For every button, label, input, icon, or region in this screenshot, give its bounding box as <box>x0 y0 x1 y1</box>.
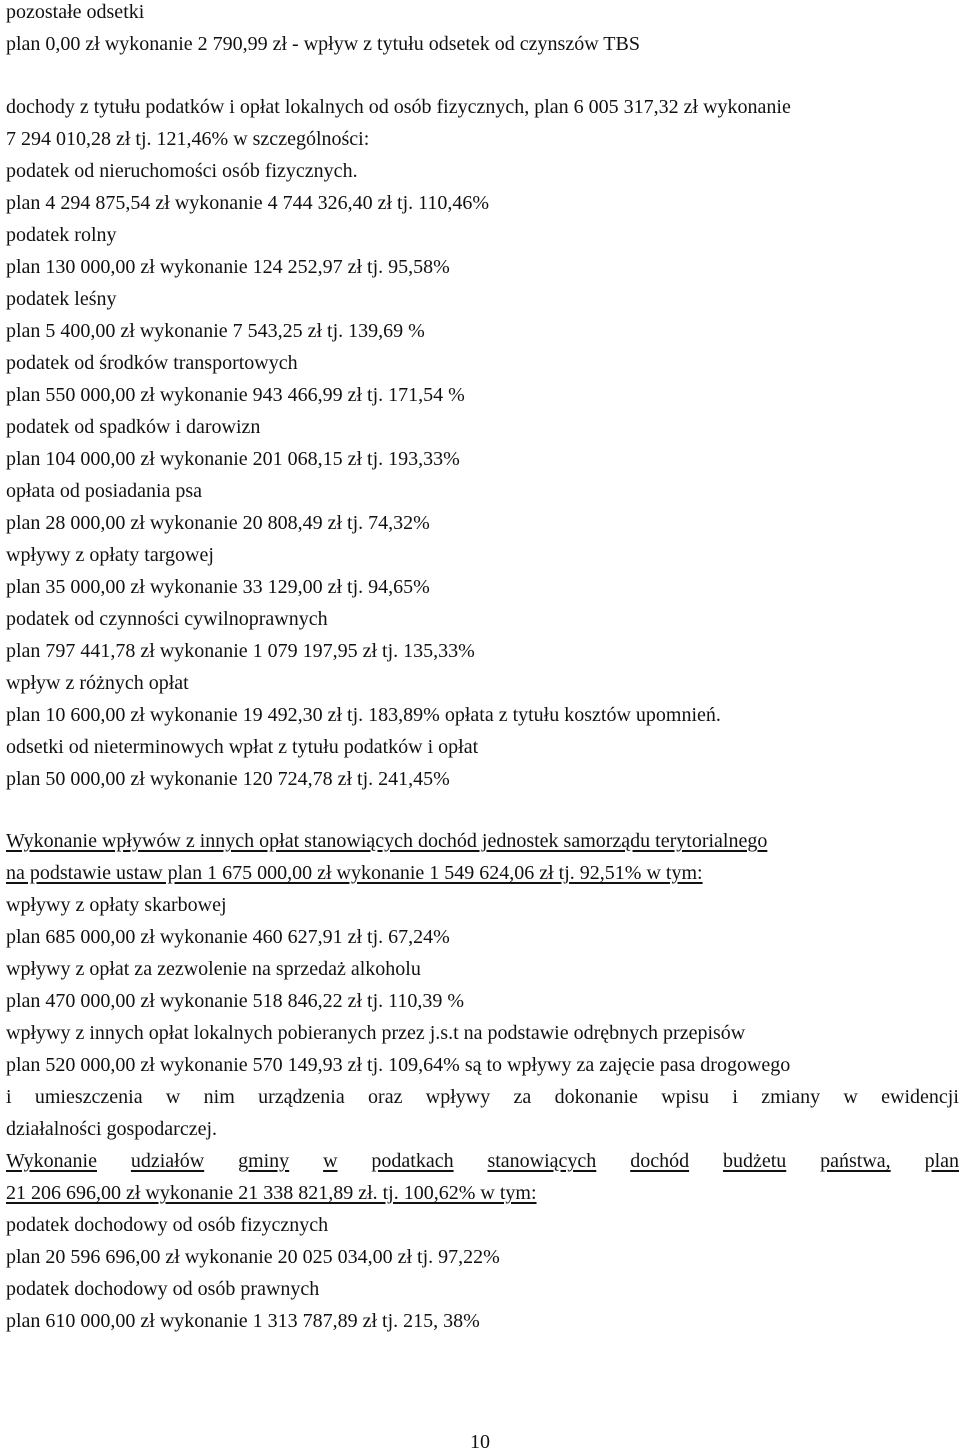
text-line: podatek rolny <box>6 224 117 246</box>
word: w <box>323 1150 338 1172</box>
text-line: plan 20 596 696,00 zł wykonanie 20 025 034,00 zł tj. 97,22% <box>6 1246 500 1268</box>
text-line: plan 520 000,00 zł wykonanie 570 149,93 zł tj. 109,64% są to wpływy za zajęcie pasa drogowego <box>6 1054 791 1076</box>
word: i <box>732 1086 738 1108</box>
text-line: podatek od spadków i darowizn <box>6 416 261 438</box>
word: dokonanie <box>554 1086 638 1108</box>
word: oraz <box>368 1086 403 1108</box>
word: w <box>165 1086 181 1108</box>
text-line: wpływy z innych opłat lokalnych pobieranych przez j.s.t na podstawie odrębnych przepisów <box>6 1022 746 1044</box>
text-line: podatek dochodowy od osób prawnych <box>6 1278 320 1300</box>
text-line: plan 797 441,78 zł wykonanie 1 079 197,95 zł tj. 135,33% <box>6 640 475 662</box>
section-heading: 21 206 696,00 zł wykonanie 21 338 821,89 zł. tj. 100,62% w tym: <box>6 1182 537 1204</box>
word: wpływy <box>425 1086 491 1108</box>
justified-line <box>6 1085 959 1109</box>
word: i <box>6 1086 12 1108</box>
text-line: plan 104 000,00 zł wykonanie 201 068,15 zł tj. 193,33% <box>6 448 460 470</box>
text-line: dochody z tytułu podatków i opłat lokalnych od osób fizycznych, plan 6 005 317,32 zł wykonanie <box>6 96 791 118</box>
text-line: wpływy z opłaty targowej <box>6 544 214 566</box>
text-line: plan 5 400,00 zł wykonanie 7 543,25 zł tj. 139,69 % <box>6 320 425 342</box>
text-line: plan 130 000,00 zł wykonanie 124 252,97 zł tj. 95,58% <box>6 256 450 278</box>
section-heading: na podstawie ustaw plan 1 675 000,00 zł wykonanie 1 549 624,06 zł tj. 92,51% w tym: <box>6 862 703 884</box>
word: udziałów <box>130 1150 205 1172</box>
word: stanowiących <box>487 1150 597 1172</box>
word: Wykonanie <box>6 1150 97 1172</box>
text-line: plan 35 000,00 zł wykonanie 33 129,00 zł tj. 94,65% <box>6 576 430 598</box>
text-line: pozostałe odsetki <box>6 1 145 23</box>
text-line: opłata od posiadania psa <box>6 480 203 502</box>
text-line: plan 550 000,00 zł wykonanie 943 466,99 zł tj. 171,54 % <box>6 384 465 406</box>
word: gminy <box>238 1150 290 1172</box>
word: budżetu <box>722 1150 787 1172</box>
text-line: plan 4 294 875,54 zł wykonanie 4 744 326,40 zł tj. 110,46% <box>6 192 490 214</box>
text-line: plan 10 600,00 zł wykonanie 19 492,30 zł tj. 183,89% opłata z tytułu kosztów upomnień. <box>6 704 721 726</box>
page-number: 10 <box>470 1431 490 1453</box>
text-line: podatek dochodowy od osób fizycznych <box>6 1214 329 1236</box>
text-line: plan 610 000,00 zł wykonanie 1 313 787,89 zł tj. 215, 38% <box>6 1310 480 1332</box>
text-line: 7 294 010,28 zł tj. 121,46% w szczególności: <box>6 128 370 150</box>
word: państwa, <box>820 1150 891 1172</box>
text-line: wpływy z opłaty skarbowej <box>6 894 227 916</box>
text-line: plan 470 000,00 zł wykonanie 518 846,22 zł tj. 110,39 % <box>6 990 465 1012</box>
text-line: podatek od czynności cywilnoprawnych <box>6 608 328 630</box>
text-line: wpływy z opłat za zezwolenie na sprzedaż alkoholu <box>6 958 421 980</box>
word: dochód <box>630 1150 690 1172</box>
section-heading <box>6 1149 959 1173</box>
text-line: plan 685 000,00 zł wykonanie 460 627,91 zł tj. 67,24% <box>6 926 450 948</box>
text-line: działalności gospodarczej. <box>6 1118 218 1140</box>
text-line: podatek od środków transportowych <box>6 352 298 374</box>
text-line: podatek leśny <box>6 288 117 310</box>
word: nim <box>203 1086 235 1108</box>
text-line: podatek od nieruchomości osób fizycznych. <box>6 160 358 182</box>
word: zmiany <box>761 1086 821 1108</box>
word: za <box>513 1086 532 1108</box>
word: ewidencji <box>881 1086 959 1108</box>
word: w <box>843 1086 858 1108</box>
text-line: plan 50 000,00 zł wykonanie 120 724,78 zł tj. 241,45% <box>6 768 450 790</box>
text-line: plan 28 000,00 zł wykonanie 20 808,49 zł tj. 74,32% <box>6 512 430 534</box>
text-line: plan 0,00 zł wykonanie 2 790,99 zł - wpływ z tytułu odsetek od czynszów TBS <box>6 33 640 55</box>
word: urządzenia <box>258 1086 345 1108</box>
text-line: wpływ z różnych opłat <box>6 672 189 694</box>
word: podatkach <box>371 1150 454 1172</box>
word: umieszczenia <box>34 1086 143 1108</box>
text-line: odsetki od nieterminowych wpłat z tytułu podatków i opłat <box>6 736 479 758</box>
word: plan <box>924 1150 959 1172</box>
word: wpisu <box>661 1086 710 1108</box>
section-heading: Wykonanie wpływów z innych opłat stanowiących dochód jednostek samorządu terytorialnego <box>6 830 768 852</box>
